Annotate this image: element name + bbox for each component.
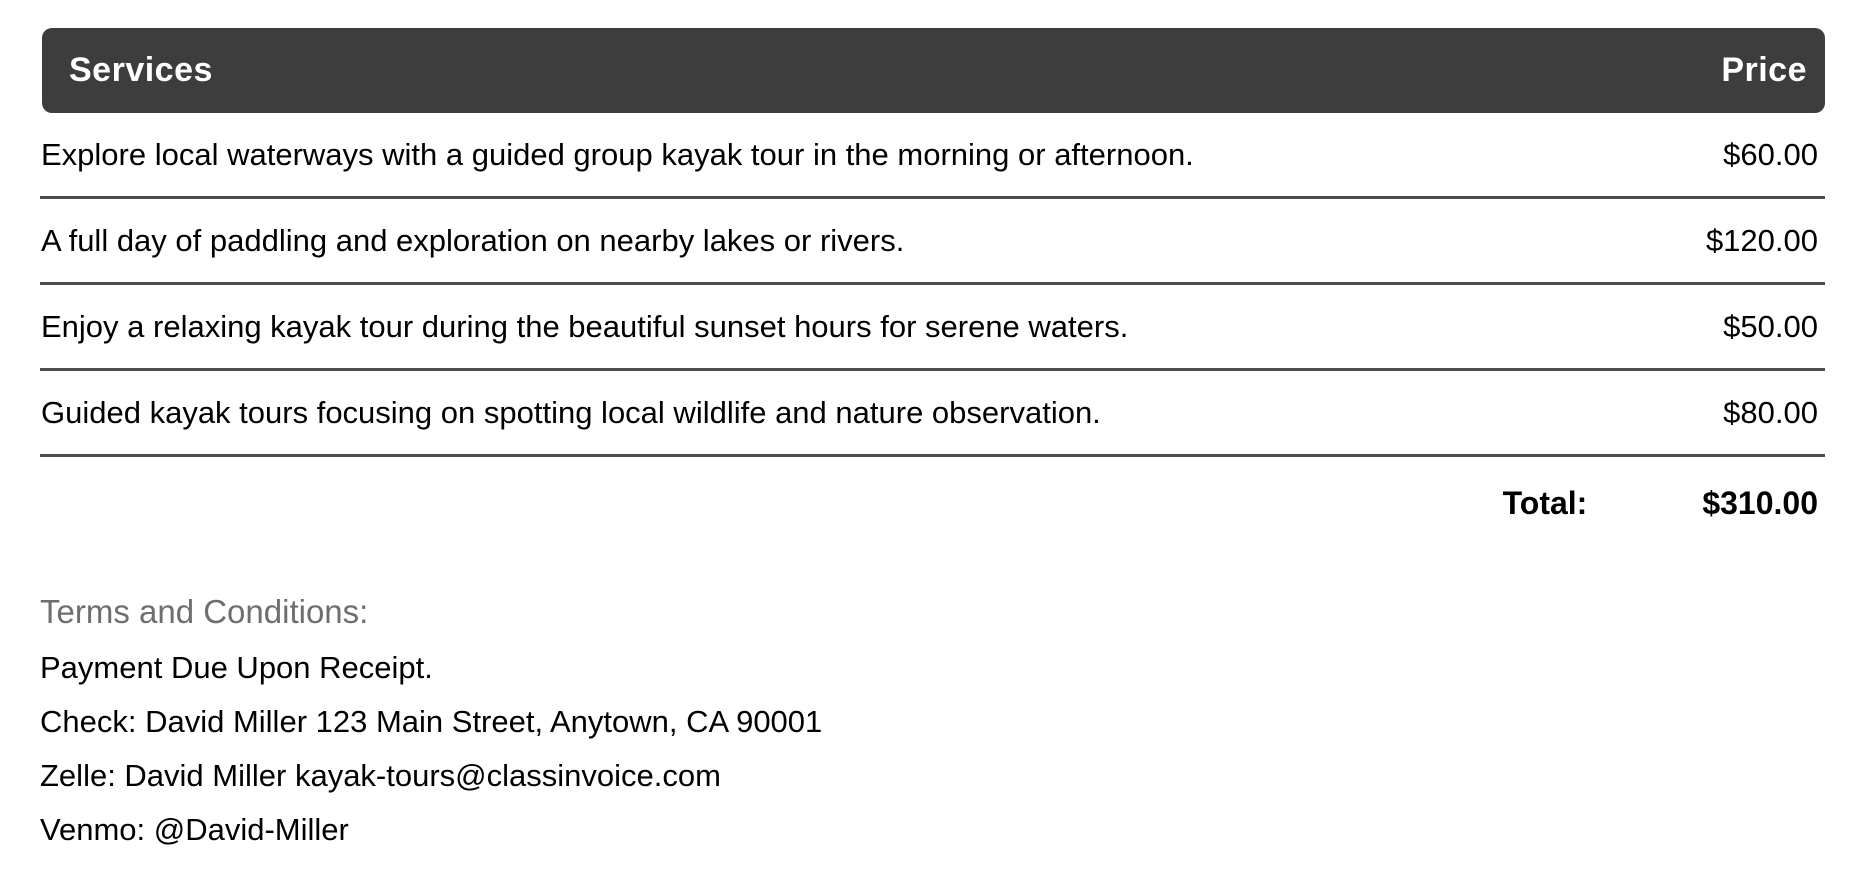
services-column-header: Services [69, 51, 213, 89]
terms-line-venmo: Venmo: @David-Miller [40, 812, 349, 847]
table-header-row [42, 28, 1825, 113]
services-table [40, 28, 1825, 549]
service-description: Explore local waterways with a guided group kayak tour in the morning or afternoon. [41, 136, 1194, 172]
terms-line-check: Check: David Miller 123 Main Street, Anytown, CA 90001 [40, 704, 823, 739]
terms-line-payment-due: Payment Due Upon Receipt. [40, 650, 433, 685]
service-description: Guided kayak tours focusing on spotting local wildlife and nature observation. [41, 394, 1101, 430]
table-row [40, 285, 1825, 371]
service-price: $80.00 [1723, 394, 1818, 430]
table-row [40, 113, 1825, 199]
service-description: Enjoy a relaxing kayak tour during the beautiful sunset hours for serene waters. [41, 308, 1129, 344]
price-column-header: Price [1721, 51, 1807, 89]
table-row [40, 199, 1825, 285]
table-row [40, 371, 1825, 457]
terms-line-zelle: Zelle: David Miller kayak-tours@classinvoice.com [40, 758, 721, 793]
service-price: $120.00 [1705, 222, 1818, 258]
total-row [40, 457, 1825, 549]
terms-heading: Terms and Conditions: [40, 593, 369, 630]
service-price: $60.00 [1723, 136, 1818, 172]
terms-and-conditions-section [40, 583, 1825, 857]
total-label: Total: [1502, 484, 1588, 521]
service-description: A full day of paddling and exploration on nearby lakes or rivers. [41, 222, 905, 258]
total-value: $310.00 [1702, 484, 1818, 521]
service-price: $50.00 [1723, 308, 1818, 344]
